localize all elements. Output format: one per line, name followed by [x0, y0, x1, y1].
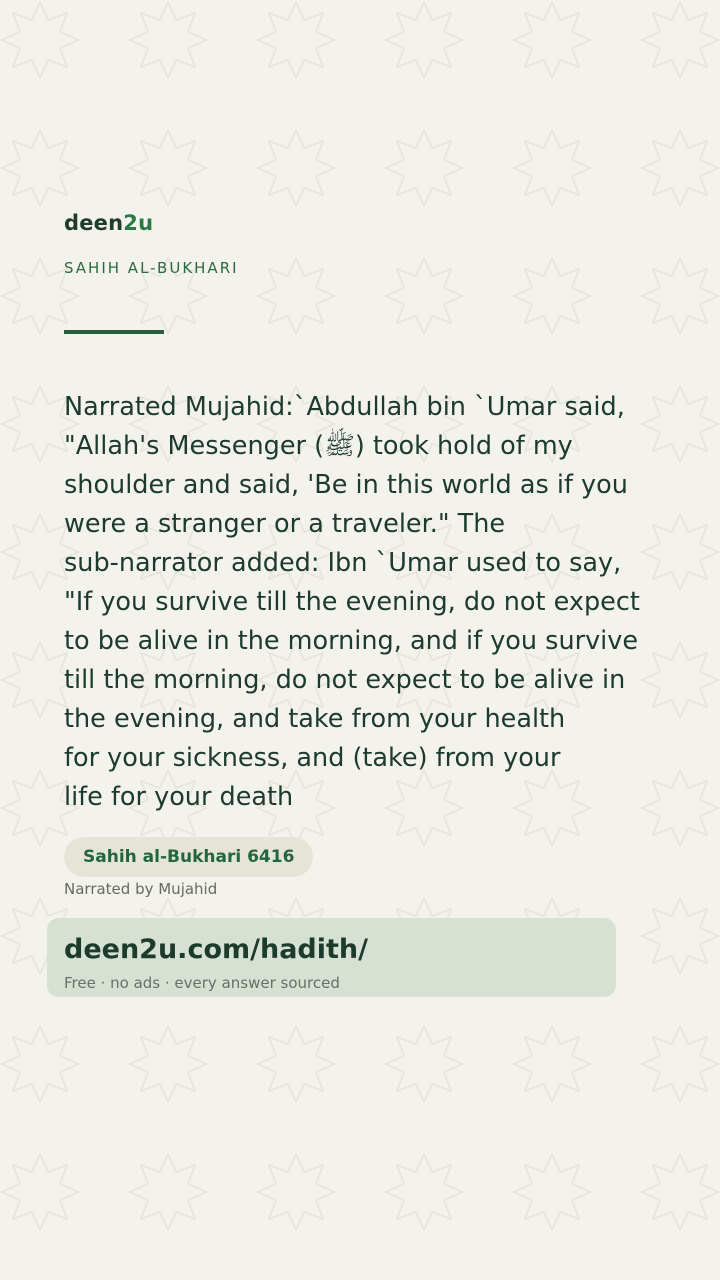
cta-tagline: Free · no ads · every answer sourced: [64, 974, 340, 992]
reference-label: Sahih al-Bukhari 6416: [83, 847, 295, 867]
hadith-line: the evening, and take from your health: [64, 704, 566, 734]
hadith-line: for your sickness, and (take) from your: [64, 743, 561, 773]
hadith-line: "Allah's Messenger (ﷺ) took hold of my: [64, 431, 573, 461]
website-link[interactable]: deen2u.com/hadith/: [64, 934, 369, 965]
reference-badge[interactable]: [64, 837, 313, 877]
hadith-line: shoulder and said, 'Be in this world as if you: [64, 470, 628, 500]
hadith-line: Narrated Mujahid:`Abdullah bin `Umar said,: [64, 392, 625, 422]
brand-logo[interactable]: [64, 211, 153, 235]
hadith-line: sub-narrator added: Ibn `Umar used to say,: [64, 548, 622, 578]
hadith-line: till the morning, do not expect to be alive in: [64, 665, 626, 695]
brand-name-main: deen: [64, 211, 124, 235]
website-cta-box[interactable]: [47, 918, 616, 997]
hadith-line: were a stranger or a traveler." The: [64, 509, 506, 539]
hadith-text: [64, 388, 664, 817]
divider: [64, 330, 164, 334]
hadith-line: "If you survive till the evening, do not expect: [64, 587, 640, 617]
hadith-line: to be alive in the morning, and if you survive: [64, 626, 639, 656]
brand-name-accent: 2u: [123, 211, 154, 235]
collection-label: SAHIH AL-BUKHARI: [64, 259, 239, 277]
hadith-line: life for your death: [64, 782, 294, 812]
narrator-caption: Narrated by Mujahid: [64, 880, 218, 898]
